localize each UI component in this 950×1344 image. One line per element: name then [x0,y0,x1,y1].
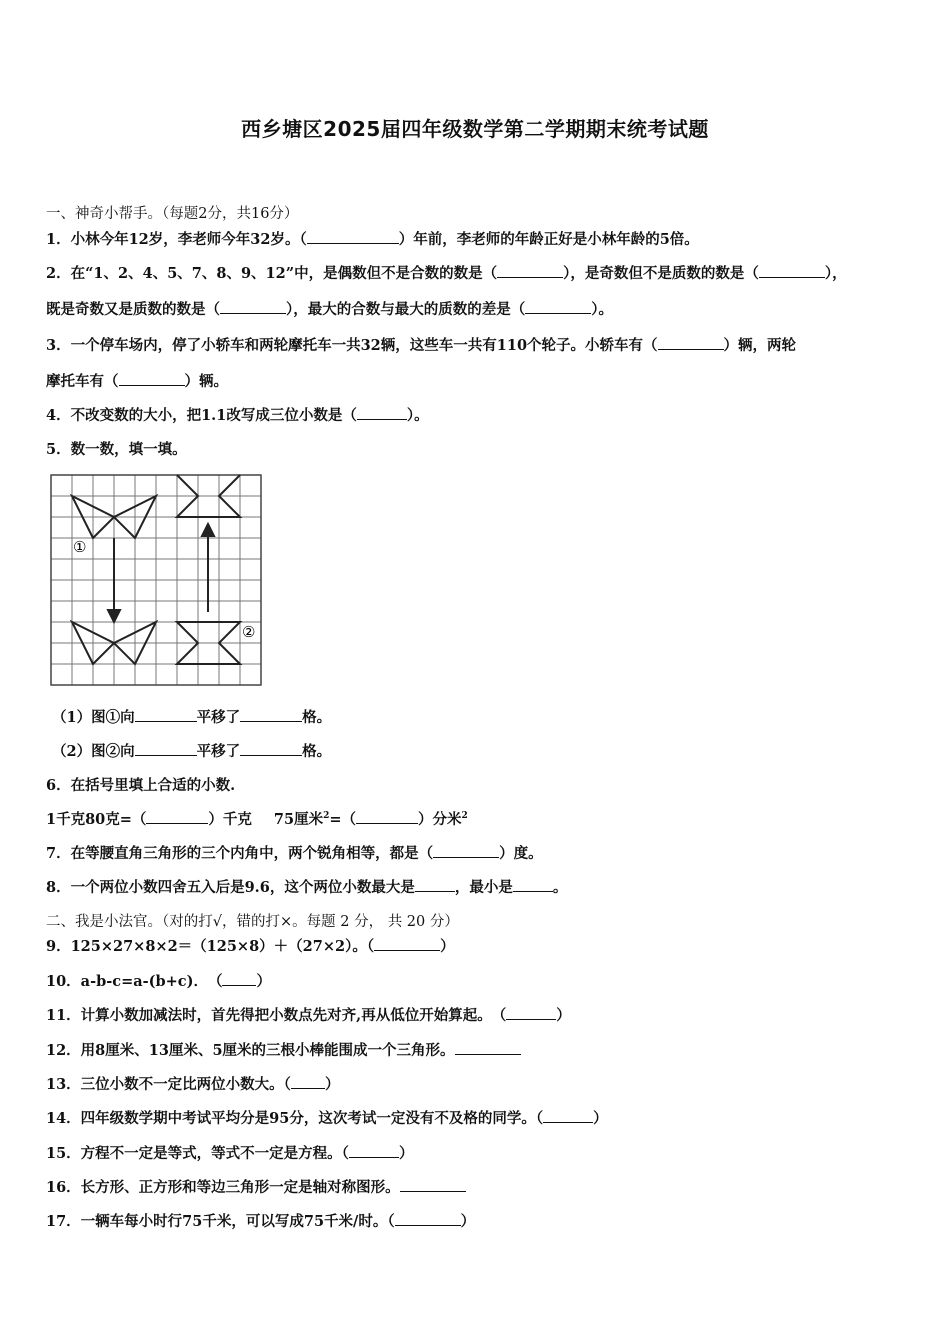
question-14 [46,1107,608,1128]
q2-text-b: ），是奇数但不是质数的数是（ [563,265,759,282]
q2-text-a: 2．在“1、2、4、5、7、8、9、12”中，是偶数但不是合数的数是（ [46,265,498,282]
question-12 [46,1039,521,1060]
question-16 [46,1176,466,1197]
q2-blank-2[interactable] [759,277,825,278]
question-5-1 [52,706,331,727]
q7-text-b: ）度。 [499,845,543,862]
grid-figure [46,470,266,690]
q14-text-b: ） [593,1110,608,1127]
arrow-up-head [202,524,214,536]
q11-text-a: 11．计算小数加减法时，首先得把小数点先对齐,再从低位开始算起。 （ [46,1007,507,1024]
question-8 [46,876,567,897]
q12-blank[interactable] [455,1054,521,1055]
question-11 [46,1004,571,1025]
q2b-text-a: 既是奇数又是质数的数是（ [46,301,220,318]
q5-2-text-a: （2）图②向 [52,743,135,760]
q14-text-a: 14．四年级数学期中考试平均分是95分，这次考试一定没有不及格的同学。（ [46,1110,544,1127]
question-5: 5．数一数，填一填。 [46,441,187,458]
figure-label-1: ① [73,538,87,556]
q6-sup-1: 2 [323,811,330,822]
q5-2-text-c: 格。 [302,743,332,760]
question-17 [46,1210,475,1231]
q9-blank[interactable] [374,950,440,951]
q7-text-a: 7．在等腰直角三角形的三个内角中，两个锐角相等，都是（ [46,845,434,862]
question-2 [46,262,847,283]
q11-blank[interactable] [506,1019,556,1020]
q8-text-a: 8．一个两位小数四舍五入后是9.6，这个两位小数最大是 [46,879,415,896]
q5-1-text-a: （1）图①向 [52,709,135,726]
q7-blank[interactable] [433,857,499,858]
q2b-text-c: ）。 [591,301,613,318]
q9-text-a: 9．125×27×8×2＝（125×8）＋（27×2）。（ [46,938,375,955]
q5-1-blank-1[interactable] [135,721,197,722]
q13-blank[interactable] [291,1088,325,1089]
q5-1-blank-2[interactable] [240,721,302,722]
q10-text-b: ） [256,973,271,990]
q6-text-e: =（ [329,811,357,828]
q5-2-blank-2[interactable] [240,755,302,756]
q5-2-blank-1[interactable] [135,755,197,756]
q4-blank[interactable] [357,419,407,420]
q5-1-text-b: 平移了 [196,709,241,726]
question-4 [46,404,429,425]
question-5-2 [52,740,331,761]
question-6-items [46,808,468,829]
q3-text-a: 3．一个停车场内，停了小轿车和两轮摩托车一共32辆，这些车一共有110个轮子。小轿车有（ [46,337,658,354]
question-10 [46,970,271,991]
q1-text-a: 1．小林今年12岁，李老师今年32岁。（ [46,231,307,248]
q8-text-c: 。 [552,879,568,896]
q6-blank-2[interactable] [356,823,418,824]
q3b-text-b: ）辆。 [184,373,228,390]
q5-2-text-b: 平移了 [196,743,241,760]
q16-blank[interactable] [400,1191,466,1192]
q12-text-a: 12．用8厘米、13厘米、5厘米的三根小棒能围成一个三角形。 [46,1042,455,1059]
question-13 [46,1073,339,1094]
q6-text-f: ）分米 [418,811,462,828]
q1-blank[interactable] [307,243,399,244]
q13-text-a: 13．三位小数不一定比两位小数大。（ [46,1076,291,1093]
q15-text-a: 15．方程不一定是等式，等式不一定是方程。（ [46,1145,349,1162]
q3-blank-1[interactable] [658,349,724,350]
question-3-cont [46,370,228,391]
question-9 [46,935,455,956]
section-1-heading: 一、神奇小帮手。（每题2分，共16分） [46,206,299,222]
q2-blank-1[interactable] [497,277,563,278]
arrow-down-head [108,610,120,622]
q11-text-b: ） [556,1007,571,1024]
question-2-cont [46,298,613,319]
q10-text-a: 10．a-b-c=a-(b+c)． （ [46,973,223,990]
q4-text-b: ）。 [406,407,429,424]
q3-text-b: ）辆，两轮 [723,337,797,354]
q4-text-a: 4．不改变数的大小，把1.1改写成三位小数是（ [46,407,357,424]
question-15 [46,1142,413,1163]
q5-1-text-c: 格。 [302,709,332,726]
section-2-heading: 二、我是小法官。（对的打√，错的打×。每题 2 分， 共 20 分） [46,914,459,930]
question-6: 6．在括号里填上合适的小数. [46,777,236,794]
q2-text-c: ）， [824,265,847,282]
q14-blank[interactable] [543,1122,593,1123]
q2-blank-3[interactable] [220,313,286,314]
figure-label-2: ② [242,623,256,641]
question-7 [46,842,543,863]
page-title: 西乡塘区2025届四年级数学第二学期期末统考试题 [241,117,709,141]
q2-blank-4[interactable] [525,313,591,314]
q8-blank-2[interactable] [513,891,553,892]
q9-text-b: ） [440,938,455,955]
q15-text-b: ） [398,1145,414,1162]
q6-blank-1[interactable] [146,823,208,824]
q17-text-a: 17．一辆车每小时行75千米，可以写成75千米/时。（ [46,1213,395,1230]
q16-text-a: 16．长方形、正方形和等边三角形一定是轴对称图形。 [46,1179,400,1196]
q3b-text-a: 摩托车有（ [46,373,119,390]
q8-blank-1[interactable] [415,891,455,892]
q13-text-b: ） [324,1076,340,1093]
q15-blank[interactable] [349,1157,399,1158]
q8-text-b: ，最小是 [454,879,513,896]
q6-text-b: ）千克 [208,811,252,828]
q17-blank[interactable] [395,1225,461,1226]
q10-blank[interactable] [222,985,256,986]
q2b-text-b: ），最大的合数与最大的质数的差是（ [286,301,526,318]
q1-text-b: ）年前，李老师的年龄正好是小林年龄的5倍。 [398,231,699,248]
q17-text-b: ） [460,1213,476,1230]
q3-blank-2[interactable] [119,385,185,386]
q6-text-c: 75厘米 [273,811,324,828]
question-1 [46,228,699,249]
q6-text-a: 1千克80克=（ [46,811,147,828]
question-3 [46,334,796,355]
q6-sup-2: 2 [461,811,468,822]
